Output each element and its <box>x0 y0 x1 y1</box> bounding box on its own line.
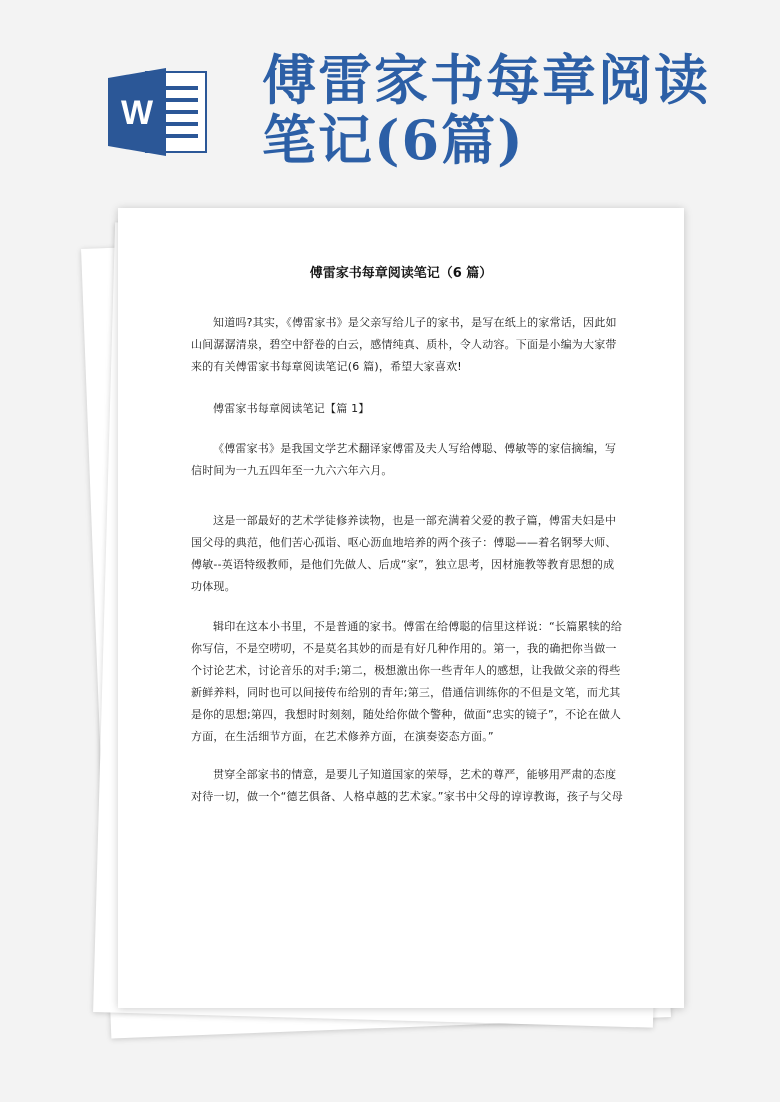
word-icon <box>108 68 208 156</box>
document-page <box>118 208 684 1008</box>
page-title-line-2: 笔记(6篇) <box>262 108 525 172</box>
logo-letter: W <box>120 94 154 132</box>
paragraph: 辑印在这本小书里，不是普通的家书。傅雷在给傅聪的信里这样说：“长篇累犊的给你写信，不是空唠叨，不是莫名其妙的而是有好几种作用的。第一，我的确把你当做一个讨论艺术，讨论音乐的对手;第二，极想激出你一些青年人的感想，让我做父亲的得些新鲜养料，同时也可以间接传布给别的青年;第三，借通信训练你的不但是文笔，而尤其是你的思想;第四，我想时时刻刻，随处给你做个警种，做面“忠实的镜子”，不论在做人方面，在生活细节方面，在艺术修养方面，在演奏姿态方面。” <box>191 620 623 743</box>
page-title <box>262 50 742 170</box>
section-heading: 傅雷家书每章阅读笔记【篇 1】 <box>213 402 370 415</box>
document-title: 傅雷家书每章阅读笔记（6 篇） <box>309 266 493 281</box>
page-title-line-1: 傅雷家书每章阅读 <box>262 48 710 112</box>
paragraph: 这是一部最好的艺术学徒修养读物，也是一部充满着父爱的教子篇，傅雷夫妇是中国父母的典范，他们苦心孤诣、呕心沥血地培养的两个孩子：傅聪——着名钢琴大师、傅敏--英语特级教师，是他们先做人、后成“家”，独立思考，因材施教等教育思想的成功体现。 <box>191 514 617 593</box>
paragraph: 贯穿全部家书的情意，是要儿子知道国家的荣辱，艺术的尊严，能够用严肃的态度对待一切，做一个“德艺俱备、人格卓越的艺术家。”家书中父母的谆谆教诲，孩子与父母 <box>191 768 623 803</box>
paragraph: 《傅雷家书》是我国文学艺术翻译家傅雷及夫人写给傅聪、傅敏等的家信摘编，写信时间为一九五四年至一九六六年六月。 <box>191 442 617 477</box>
intro-paragraph: 知道吗?其实，《傅雷家书》是父亲写给儿子的家书，是写在纸上的家常话，因此如山间潺潺清泉，碧空中舒卷的白云，感情纯真、质朴，令人动容。下面是小编为大家带来的有关傅雷家书每章阅读笔记(6 篇)，希望大家喜欢! <box>191 316 617 373</box>
